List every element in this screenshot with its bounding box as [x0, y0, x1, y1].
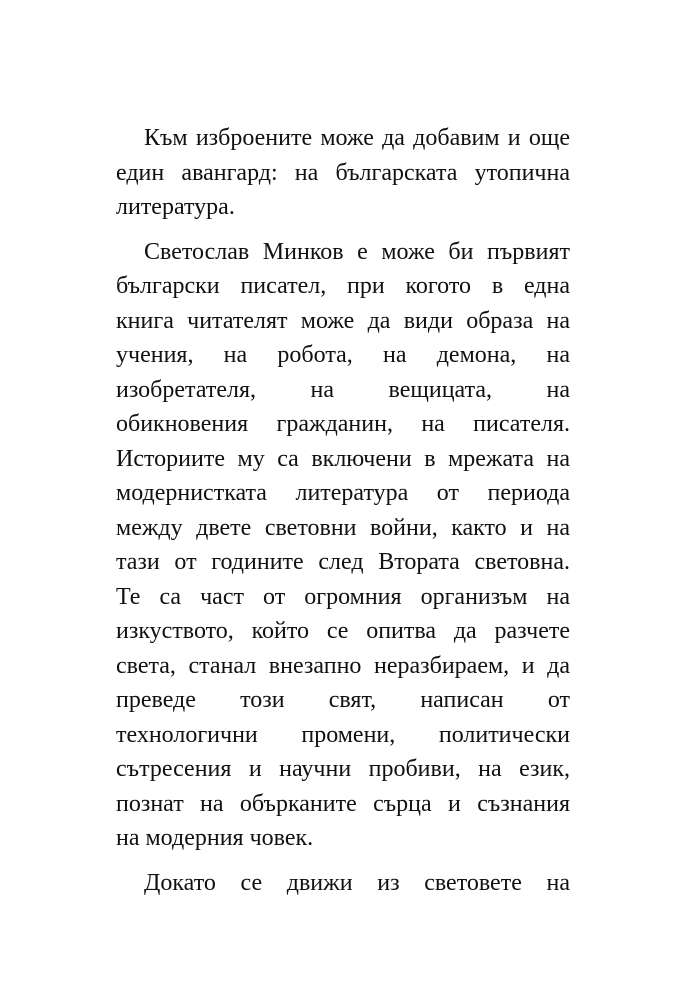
text-line: света, станал внезапно неразбираем, и да [116, 652, 570, 679]
text-line: на модерния човек. [116, 825, 314, 851]
paragraph-2 [116, 235, 570, 856]
text-line: един авангард: на българската утопична [116, 159, 570, 186]
text-line: български писател, при когото в една [116, 273, 570, 299]
text-line: учения, на робота, на демона, на [116, 342, 570, 368]
text-line: обикновения гражданин, на писателя. [116, 411, 570, 437]
text-line: изкуството, който се опитва да разчете [116, 618, 570, 644]
text-line: модернистката литература от периода [116, 480, 570, 506]
text-line: познат на обърканите сърца и съзнания [116, 790, 570, 817]
text-line: изобретателя, на вещицата, на [116, 376, 570, 403]
text-line: Светослав Минков е може би първият [144, 238, 570, 265]
text-line: Към изброените може да добавим и още [144, 125, 570, 151]
text-line: тази от годините след Втората световна. [116, 549, 570, 575]
text-line: книга читателят може да види образа на [116, 307, 570, 334]
text-line: литература. [116, 194, 235, 220]
text-line: между двете световни войни, както и на [116, 514, 570, 541]
text-line: Те са част от огромния организъм на [116, 583, 570, 610]
text-line: Докато се движи из световете на [144, 869, 570, 896]
paragraph-1 [116, 121, 570, 225]
text-line: сътресения и научни пробиви, на език, [116, 756, 570, 782]
text-line: Историите му са включени в мрежата на [116, 445, 570, 472]
body-text [116, 121, 570, 900]
text-line: технологични промени, политически [116, 721, 570, 748]
paragraph-3 [116, 866, 570, 901]
text-line: преведе този свят, написан от [116, 687, 570, 713]
